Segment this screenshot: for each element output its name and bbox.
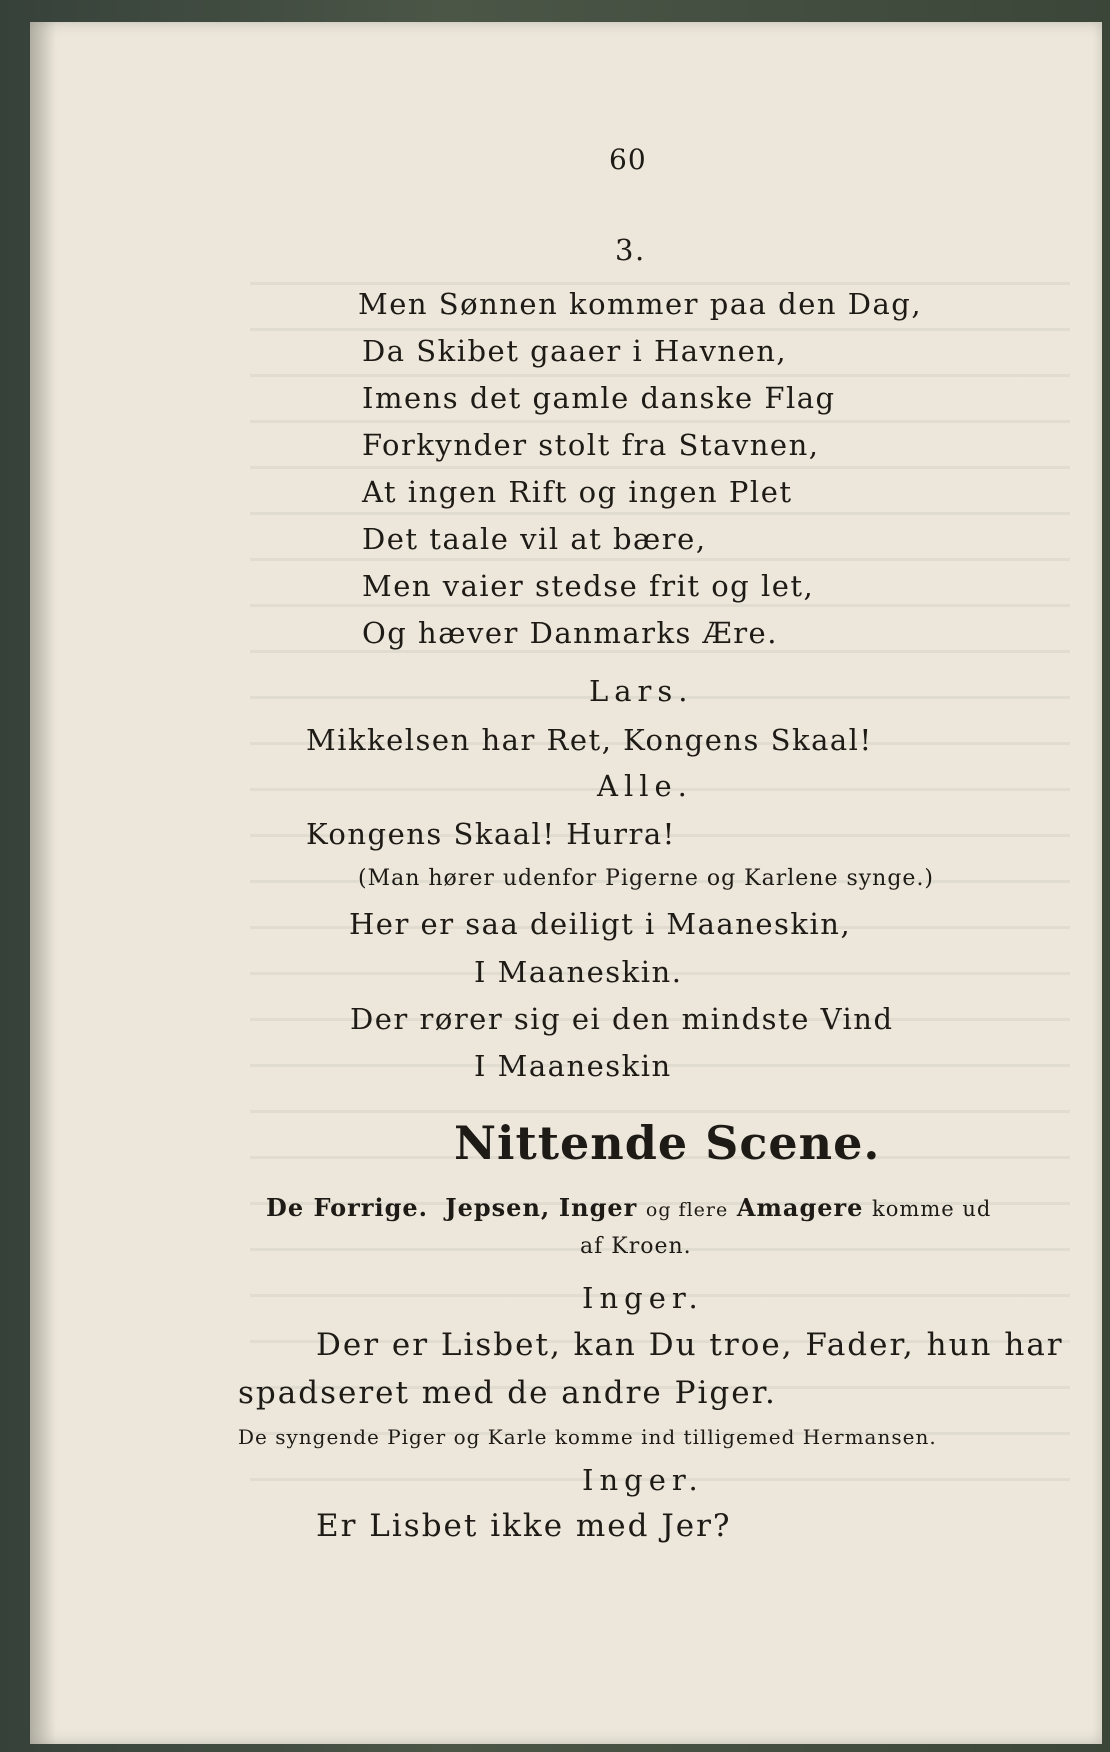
scene-dir-forrige: De Forrige. xyxy=(266,1193,428,1222)
dialogue-inger-1-line-2: spadseret med de andre Piger. xyxy=(238,1375,777,1411)
song-line-3: Der rører sig ei den mindste Vind xyxy=(350,1002,894,1036)
stage-direction-entrance: De syngende Piger og Karle komme ind tilligemed Hermansen. xyxy=(238,1425,937,1449)
speaker-lars: Lars. xyxy=(589,674,694,708)
verse-line-5: At ingen Rift og ingen Plet xyxy=(362,475,793,509)
dialogue-inger-2: Er Lisbet ikke med Jer? xyxy=(316,1508,732,1544)
dialogue-alle: Kongens Skaal! Hurra! xyxy=(306,817,676,851)
scene-dir-amagere: Amagere xyxy=(736,1193,864,1222)
dialogue-lars: Mikkelsen har Ret, Kongens Skaal! xyxy=(306,723,873,757)
page-gutter-shadow xyxy=(30,22,56,1744)
song-line-2: I Maaneskin. xyxy=(474,955,683,989)
scene-dir-komme-ud: komme ud xyxy=(872,1197,992,1221)
scene-dir-inger: Inger xyxy=(558,1193,638,1222)
verse-line-6: Det taale vil at bære, xyxy=(362,522,707,556)
verse-line-7: Men vaier stedse frit og let, xyxy=(362,569,815,603)
scene-dir-jepsen: Jepsen, xyxy=(445,1193,551,1222)
dialogue-inger-1-line-1: Der er Lisbet, kan Du troe, Fader, hun har xyxy=(316,1327,1064,1363)
verse-line-4: Forkynder stolt fra Stavnen, xyxy=(362,428,820,462)
page-number: 60 xyxy=(609,143,647,176)
speaker-inger-2: Inger. xyxy=(582,1463,704,1497)
scene-direction-line-2: af Kroen. xyxy=(580,1234,692,1259)
scene-dir-og-flere: og flere xyxy=(645,1199,729,1221)
song-line-4: I Maaneskin xyxy=(474,1049,672,1083)
verse-line-3: Imens det gamle danske Flag xyxy=(362,381,836,415)
scene-heading: Nittende Scene. xyxy=(454,1116,881,1170)
speaker-alle: Alle. xyxy=(597,769,693,803)
stanza-number: 3. xyxy=(615,233,646,267)
scene-direction-line-1 xyxy=(266,1193,992,1222)
stage-direction-singing: (Man hører udenfor Pigerne og Karlene synge.) xyxy=(358,866,935,891)
verse-line-2: Da Skibet gaaer i Havnen, xyxy=(362,334,788,368)
song-line-1: Her er saa deiligt i Maaneskin, xyxy=(349,907,852,941)
verse-line-1: Men Sønnen kommer paa den Dag, xyxy=(358,287,923,321)
speaker-inger-1: Inger. xyxy=(582,1281,704,1315)
verse-line-8: Og hæver Danmarks Ære. xyxy=(362,616,778,650)
